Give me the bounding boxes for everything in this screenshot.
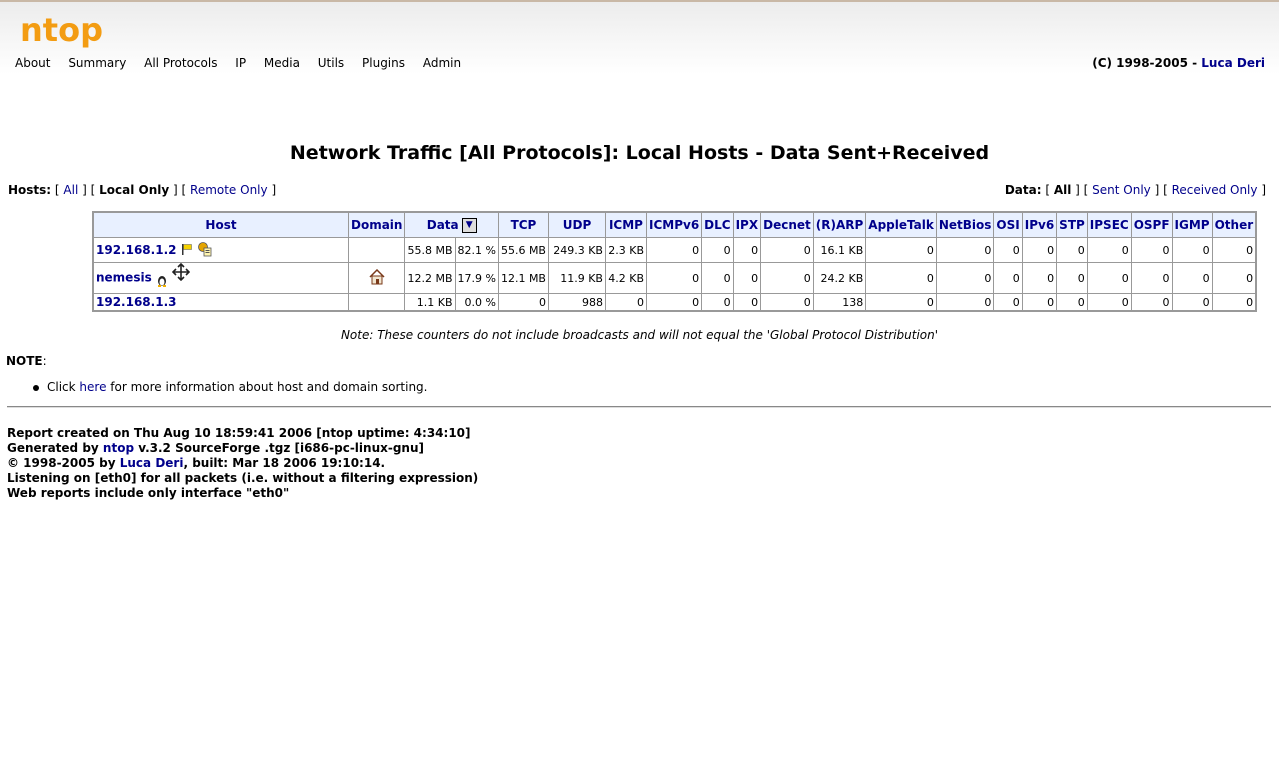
col-decnet[interactable]: Decnet bbox=[761, 212, 814, 238]
decnet-cell: 0 bbox=[761, 263, 814, 294]
data-cell: 12.2 MB bbox=[405, 263, 455, 294]
osi-cell: 0 bbox=[994, 238, 1022, 263]
dlc-cell: 0 bbox=[702, 238, 733, 263]
decnet-cell: 0 bbox=[761, 294, 814, 312]
footer-author-link[interactable]: Luca Deri bbox=[119, 456, 184, 470]
col-data[interactable] bbox=[405, 212, 498, 238]
sorting-help-link[interactable]: here bbox=[79, 380, 107, 394]
table-note: Note: These counters do not include broadcasts and will not equal the 'Global Protocol Distribution' bbox=[340, 328, 939, 342]
flag-icon bbox=[181, 243, 193, 258]
appletalk-cell: 0 bbox=[866, 294, 937, 312]
ipv6-cell: 0 bbox=[1022, 238, 1056, 263]
col-tcp[interactable]: TCP bbox=[498, 212, 548, 238]
table-row bbox=[93, 263, 1256, 294]
domain-cell bbox=[349, 294, 405, 312]
col-netbios[interactable]: NetBios bbox=[936, 212, 994, 238]
copyright-line-prefix: © 1998-2005 by bbox=[7, 456, 120, 470]
note-label-text: NOTE bbox=[6, 354, 43, 368]
stp-cell: 0 bbox=[1057, 294, 1088, 312]
divider bbox=[7, 406, 1271, 408]
col-rarp[interactable]: (R)ARP bbox=[813, 212, 866, 238]
data-percent-cell: 17.9 % bbox=[455, 263, 498, 294]
ntop-logo[interactable]: ntop bbox=[20, 11, 103, 49]
data-filter-label: Data: bbox=[1004, 183, 1042, 197]
igmp-cell: 0 bbox=[1172, 263, 1212, 294]
other-cell: 0 bbox=[1212, 294, 1256, 312]
ipv6-cell: 0 bbox=[1022, 263, 1056, 294]
top-banner bbox=[0, 0, 1279, 74]
menu-admin[interactable]: Admin bbox=[422, 56, 462, 70]
netbios-cell: 0 bbox=[936, 263, 994, 294]
ospf-cell: 0 bbox=[1131, 294, 1172, 312]
report-footer bbox=[7, 426, 478, 501]
host-link[interactable]: 192.168.1.3 bbox=[96, 295, 177, 309]
data-cell: 1.1 KB bbox=[405, 294, 455, 312]
hosts-filter: Hosts: [ All ] [ Local Only ] [ Remote Only ] bbox=[8, 183, 277, 197]
bullet-suffix: for more information about host and domain sorting. bbox=[106, 380, 428, 394]
col-ipsec[interactable]: IPSEC bbox=[1087, 212, 1131, 238]
col-stp[interactable]: STP bbox=[1057, 212, 1088, 238]
col-ipx[interactable]: IPX bbox=[733, 212, 761, 238]
data-filter: Data: [ All ] [ Sent Only ] [ Received Only ] bbox=[1004, 183, 1266, 197]
col-igmp[interactable]: IGMP bbox=[1172, 212, 1212, 238]
osi-cell: 0 bbox=[994, 294, 1022, 312]
ospf-cell: 0 bbox=[1131, 263, 1172, 294]
copyright-line-suffix: , built: Mar 18 2006 19:10:14. bbox=[183, 456, 386, 470]
other-cell: 0 bbox=[1212, 263, 1256, 294]
table-row bbox=[93, 238, 1256, 263]
generated-by-line bbox=[7, 441, 478, 456]
icmpv6-cell: 0 bbox=[646, 238, 701, 263]
host-link[interactable]: 192.168.1.2 bbox=[96, 242, 177, 257]
menu-summary[interactable]: Summary bbox=[68, 56, 127, 70]
domain-cell bbox=[349, 238, 405, 263]
decnet-cell: 0 bbox=[761, 238, 814, 263]
col-ospf[interactable]: OSPF bbox=[1131, 212, 1172, 238]
menu-media[interactable]: Media bbox=[263, 56, 300, 70]
col-data-label: Data bbox=[426, 217, 459, 232]
listening-line: Listening on [eth0] for all packets (i.e. without a filtering expression) bbox=[7, 471, 479, 485]
igmp-cell: 0 bbox=[1172, 238, 1212, 263]
tcp-cell: 0 bbox=[498, 294, 548, 312]
host-link[interactable]: nemesis bbox=[96, 270, 152, 285]
col-domain[interactable]: Domain bbox=[349, 212, 405, 238]
sort-descending-icon[interactable]: ▼ bbox=[462, 218, 477, 233]
traffic-table bbox=[92, 211, 1257, 312]
menu-utils[interactable]: Utils bbox=[317, 56, 345, 70]
generated-prefix: Generated by bbox=[7, 441, 103, 455]
ipsec-cell: 0 bbox=[1087, 238, 1131, 263]
sorting-info-item bbox=[33, 380, 427, 394]
rarp-cell: 16.1 KB bbox=[813, 238, 866, 263]
col-dlc[interactable]: DLC bbox=[702, 212, 733, 238]
dlc-cell: 0 bbox=[702, 263, 733, 294]
ipv6-cell: 0 bbox=[1022, 294, 1056, 312]
data-received-only-link[interactable]: Received Only bbox=[1171, 183, 1258, 197]
generated-suffix: v.3.2 SourceForge .tgz [i686-pc-linux-gnu] bbox=[134, 441, 424, 455]
icmp-cell: 4.2 KB bbox=[605, 263, 646, 294]
ntop-link[interactable]: ntop bbox=[102, 441, 135, 455]
udp-cell: 249.3 KB bbox=[548, 238, 605, 263]
col-appletalk[interactable]: AppleTalk bbox=[866, 212, 937, 238]
hosts-local-only-current: Local Only bbox=[99, 183, 170, 197]
menu-all-protocols[interactable]: All Protocols bbox=[144, 56, 218, 70]
linux-penguin-icon bbox=[156, 274, 168, 290]
hosts-remote-only-link[interactable]: Remote Only bbox=[190, 183, 268, 197]
stp-cell: 0 bbox=[1057, 263, 1088, 294]
page-title: Network Traffic [All Protocols]: Local Hosts - Data Sent+Received bbox=[289, 142, 990, 164]
bullet-icon bbox=[33, 385, 39, 391]
stp-cell: 0 bbox=[1057, 238, 1088, 263]
rarp-cell: 24.2 KB bbox=[813, 263, 866, 294]
router-icon bbox=[172, 263, 190, 284]
igmp-cell: 0 bbox=[1172, 294, 1212, 312]
icmpv6-cell: 0 bbox=[646, 263, 701, 294]
data-all-current: All bbox=[1053, 183, 1072, 197]
hosts-all-link[interactable]: All bbox=[63, 183, 79, 197]
host-cell bbox=[93, 294, 349, 312]
ospf-cell: 0 bbox=[1131, 238, 1172, 263]
data-sent-only-link[interactable]: Sent Only bbox=[1092, 183, 1151, 197]
col-icmp[interactable]: ICMP bbox=[605, 212, 646, 238]
data-percent-cell: 0.0 % bbox=[455, 294, 498, 312]
table-header-row bbox=[93, 212, 1256, 238]
netbios-cell: 0 bbox=[936, 294, 994, 312]
home-icon[interactable] bbox=[369, 269, 385, 288]
ipsec-cell: 0 bbox=[1087, 263, 1131, 294]
ipx-cell: 0 bbox=[733, 238, 761, 263]
bullet-prefix: Click bbox=[47, 380, 80, 394]
appletalk-cell: 0 bbox=[866, 263, 937, 294]
col-osi[interactable]: OSI bbox=[994, 212, 1022, 238]
icmp-cell: 0 bbox=[605, 294, 646, 312]
main-menu bbox=[15, 56, 475, 70]
copyright bbox=[1092, 56, 1265, 70]
ipsec-cell: 0 bbox=[1087, 294, 1131, 312]
other-cell: 0 bbox=[1212, 238, 1256, 263]
tcp-cell: 12.1 MB bbox=[498, 263, 548, 294]
col-other[interactable]: Other bbox=[1212, 212, 1256, 238]
osi-cell: 0 bbox=[994, 263, 1022, 294]
col-icmpv6[interactable]: ICMPv6 bbox=[646, 212, 701, 238]
interface-line: Web reports include only interface "eth0" bbox=[7, 486, 290, 500]
hosts-filter-label: Hosts: bbox=[8, 183, 52, 197]
host-cell bbox=[93, 263, 349, 294]
col-ipv6[interactable]: IPv6 bbox=[1022, 212, 1056, 238]
menu-plugins[interactable]: Plugins bbox=[362, 56, 405, 70]
udp-cell: 11.9 KB bbox=[548, 263, 605, 294]
menu-about[interactable]: About bbox=[15, 56, 51, 70]
ipx-cell: 0 bbox=[733, 294, 761, 312]
note-heading: NOTE: bbox=[6, 354, 47, 368]
domain-cell bbox=[349, 263, 405, 294]
table-row bbox=[93, 294, 1256, 312]
copyright-text: (C) 1998-2005 - bbox=[1092, 56, 1202, 70]
ipx-cell: 0 bbox=[733, 263, 761, 294]
data-cell: 55.8 MB bbox=[405, 238, 455, 263]
data-percent-cell: 82.1 % bbox=[455, 238, 498, 263]
copyright-line bbox=[7, 456, 478, 471]
col-host[interactable]: Host bbox=[93, 212, 349, 238]
appletalk-cell: 0 bbox=[866, 238, 937, 263]
udp-cell: 988 bbox=[548, 294, 605, 312]
author-link[interactable]: Luca Deri bbox=[1201, 56, 1265, 70]
dlc-cell: 0 bbox=[702, 294, 733, 312]
rarp-cell: 138 bbox=[813, 294, 866, 312]
host-cell bbox=[93, 238, 349, 263]
icmpv6-cell: 0 bbox=[646, 294, 701, 312]
ftp-server-icon bbox=[197, 241, 213, 260]
netbios-cell: 0 bbox=[936, 238, 994, 263]
col-udp[interactable]: UDP bbox=[548, 212, 605, 238]
menu-ip[interactable]: IP bbox=[235, 56, 247, 70]
tcp-cell: 55.6 MB bbox=[498, 238, 548, 263]
icmp-cell: 2.3 KB bbox=[605, 238, 646, 263]
report-created-line: Report created on Thu Aug 10 18:59:41 2006 [ntop uptime: 4:34:10] bbox=[7, 426, 471, 440]
